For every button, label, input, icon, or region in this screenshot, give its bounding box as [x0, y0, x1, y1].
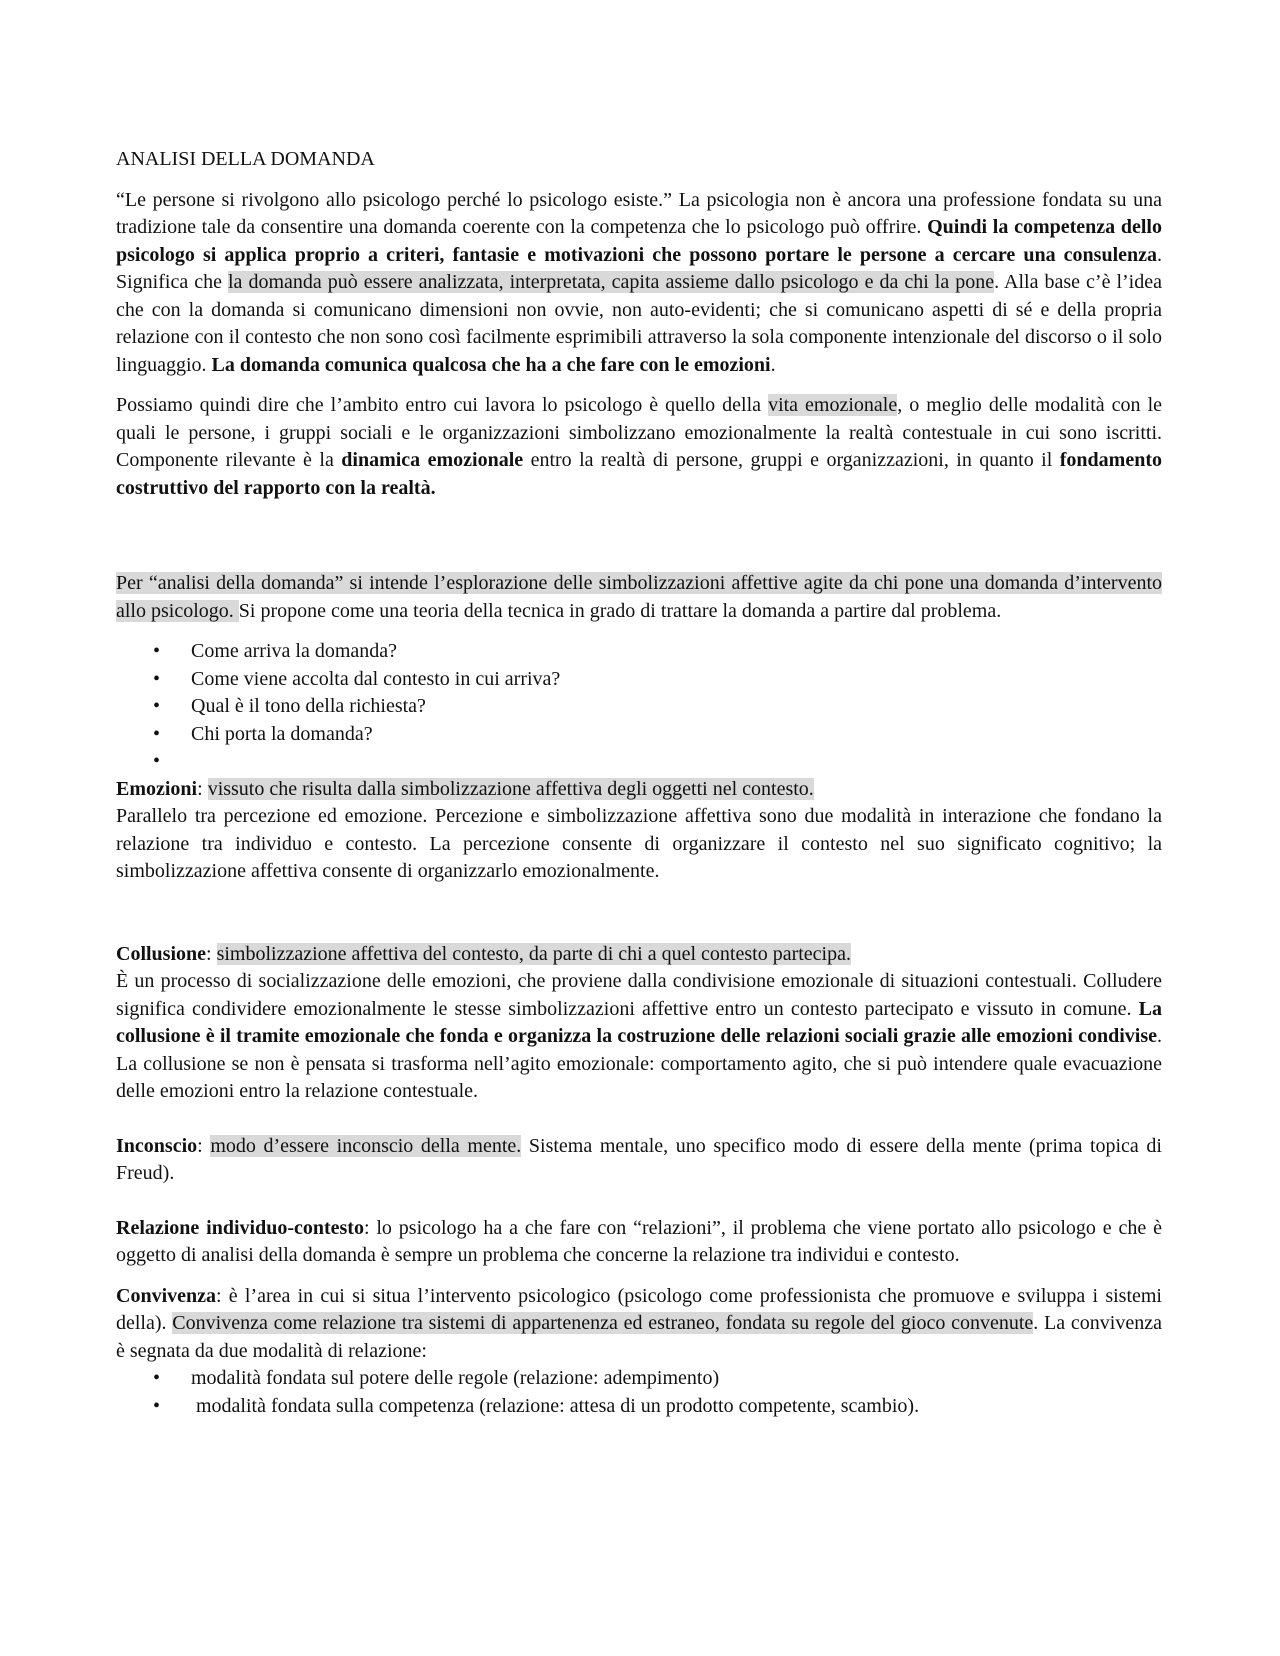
definition-collusione	[116, 941, 1162, 969]
term-label: Inconscio	[116, 1134, 198, 1157]
list-item-text: Qual è il tono della richiesta?	[191, 695, 426, 717]
list-item	[116, 1393, 1162, 1421]
text-run: : è l’area in cui si situa l’intervento psicologico (psicologo come professionista che promuove e sviluppa i sistemi della).	[116, 1284, 1162, 1334]
modalita-list	[116, 1365, 1162, 1420]
list-item	[116, 638, 1162, 666]
text-run: . Alla base c’è l’idea che con la domanda si comunicano dimensioni non ovvie, non auto-evidenti; che si comunicano aspetti di sé e della propria relazione con il contesto che non sono così facilmente esprimibili attraverso la sola componente intenzionale del discorso o il solo linguaggio.	[116, 271, 1162, 376]
highlighted-run: simbolizzazione affettiva del contesto, da parte di chi a quel contesto partecipa.	[216, 942, 851, 965]
bullet-icon: •	[153, 1394, 161, 1417]
bullet-icon: •	[153, 750, 161, 772]
text-run: , o meglio delle modalità con le quali le persone, i gruppi sociali e le organizzazioni simbolizzano emozionalmente la realtà contestuale in cui sono iscritti. Componente rilevante è la	[116, 394, 1162, 471]
text-run: : lo psicologo ha a che fare con “relazioni”, il problema che viene portato allo psicologo e che è oggetto di analisi della domanda è sempre un problema che concerne la relazione tra individui e contesto.	[116, 1216, 1162, 1266]
bullet-icon: •	[153, 722, 161, 745]
list-item-text: Come arriva la domanda?	[191, 640, 398, 662]
list-item-text: modalità fondata sulla competenza (relazione: attesa di un prodotto competente, scambio).	[191, 1394, 920, 1417]
text-run: . Significa che	[116, 243, 1162, 293]
bullet-icon: •	[153, 1367, 161, 1389]
term-label: Emozioni	[116, 777, 198, 800]
bold-run: La domanda comunica qualcosa che ha a che fare con le emozioni	[211, 353, 771, 376]
list-item	[116, 666, 1162, 694]
highlighted-run: vissuto che risulta dalla simbolizzazione affettiva degli oggetti nel contesto.	[207, 777, 814, 800]
bold-run: Quindi la competenza dello psicologo si applica proprio a criteri, fantasie e motivazioni che possono portare le persone a cercare una consulenza	[116, 216, 1162, 266]
list-item-text: modalità fondata sul potere delle regole (relazione: adempimento)	[191, 1367, 720, 1389]
definition-relazione	[116, 1215, 1162, 1270]
list-item-text: Chi porta la domanda?	[191, 722, 373, 745]
bold-run: dinamica emozionale	[341, 449, 524, 471]
text-run: “Le persone si rivolgono allo psicologo perché lo psicologo esiste.” La psicologia non è ancora una professione fondata su una tradizione tale da consentire una domanda coerente con la competenza che lo psicologo può offrire.	[116, 188, 1162, 238]
list-item	[116, 748, 1162, 776]
bullet-icon: •	[153, 640, 161, 662]
definition-emozioni	[116, 776, 1162, 804]
question-list	[116, 638, 1162, 776]
text-run: :	[197, 1134, 211, 1157]
paragraph-collusione	[116, 968, 1162, 1106]
text-run: Si propone come una teoria della tecnica in grado di trattare la domanda a partire dal problema.	[238, 599, 1002, 622]
list-item	[116, 1365, 1162, 1393]
highlighted-run: Per “analisi della domanda” si intende l’esplorazione delle simbolizzazioni affettive agite da chi pone una domanda d’intervento allo psicologo.	[116, 572, 1162, 622]
bold-run: fondamento costruttivo del rapporto con la realtà.	[116, 449, 1162, 499]
paragraph-intro	[116, 187, 1162, 380]
term-label: Relazione individuo-contesto	[116, 1216, 364, 1239]
text-run: entro la realtà di persone, gruppi e organizzazioni, in quanto il	[523, 449, 1060, 471]
highlighted-run: Convivenza come relazione tra sistemi di appartenenza ed estraneo, fondata su regole del gioco convenute	[172, 1312, 1034, 1334]
bullet-icon: •	[153, 695, 161, 717]
highlighted-run: modo d’essere inconscio della mente.	[210, 1134, 522, 1157]
text-run: Possiamo quindi dire che l’ambito entro cui lavora lo psicologo è quello della	[116, 394, 769, 416]
text-run: È un processo di socializzazione delle emozioni, che proviene dalla condivisione emozionale di situazioni contestuali. Colludere significa condividere emozionalmente le stesse simbolizzazioni affettive entro un contesto partecipato e vissuto in comune.	[116, 970, 1162, 1020]
text-run: . La convivenza è segnata da due modalità di relazione:	[116, 1312, 1162, 1362]
definition-inconscio	[116, 1133, 1162, 1188]
term-label: Collusione	[116, 942, 207, 965]
text-run: .	[770, 353, 776, 376]
text-run: Sistema mentale, uno specifico modo di essere della mente (prima topica di Freud).	[116, 1134, 1162, 1184]
document-page	[116, 146, 1162, 1420]
paragraph-definizione	[116, 570, 1162, 625]
text-run: . La collusione se non è pensata si trasforma nell’agito emozionale: comportamento agito, che si può intendere quale evacuazione delle emozioni entro la relazione contestuale.	[116, 1025, 1162, 1102]
highlighted-run: vita emozionale	[768, 394, 898, 416]
paragraph-emozioni: Parallelo tra percezione ed emozione. Percezione e simbolizzazione affettiva sono due modalità in interazione che fondano la relazione tra individuo e contesto. La percezione consente di organizzare il contesto nel suo significato cognitivo; la simbolizzazione affettiva consente di organizzarlo emozionalmente.	[116, 805, 1162, 882]
bullet-icon: •	[153, 667, 161, 690]
highlighted-run: la domanda può essere analizzata, interpretata, capita assieme dallo psicologo e da chi la pone	[228, 271, 995, 293]
list-item-text: Come viene accolta dal contesto in cui arriva?	[191, 667, 561, 690]
document-title: ANALISI DELLA DOMANDA	[116, 148, 375, 170]
term-label: Convivenza	[116, 1284, 216, 1307]
definition-convivenza	[116, 1283, 1162, 1366]
text-run: :	[197, 777, 208, 800]
bold-run: La collusione è il tramite emozionale che fonda e organizza la costruzione delle relazioni sociali grazie alle emozioni condivise	[116, 997, 1162, 1047]
text-run: :	[206, 942, 217, 965]
list-item	[116, 721, 1162, 749]
paragraph-ambito	[116, 392, 1162, 502]
list-item	[116, 693, 1162, 721]
